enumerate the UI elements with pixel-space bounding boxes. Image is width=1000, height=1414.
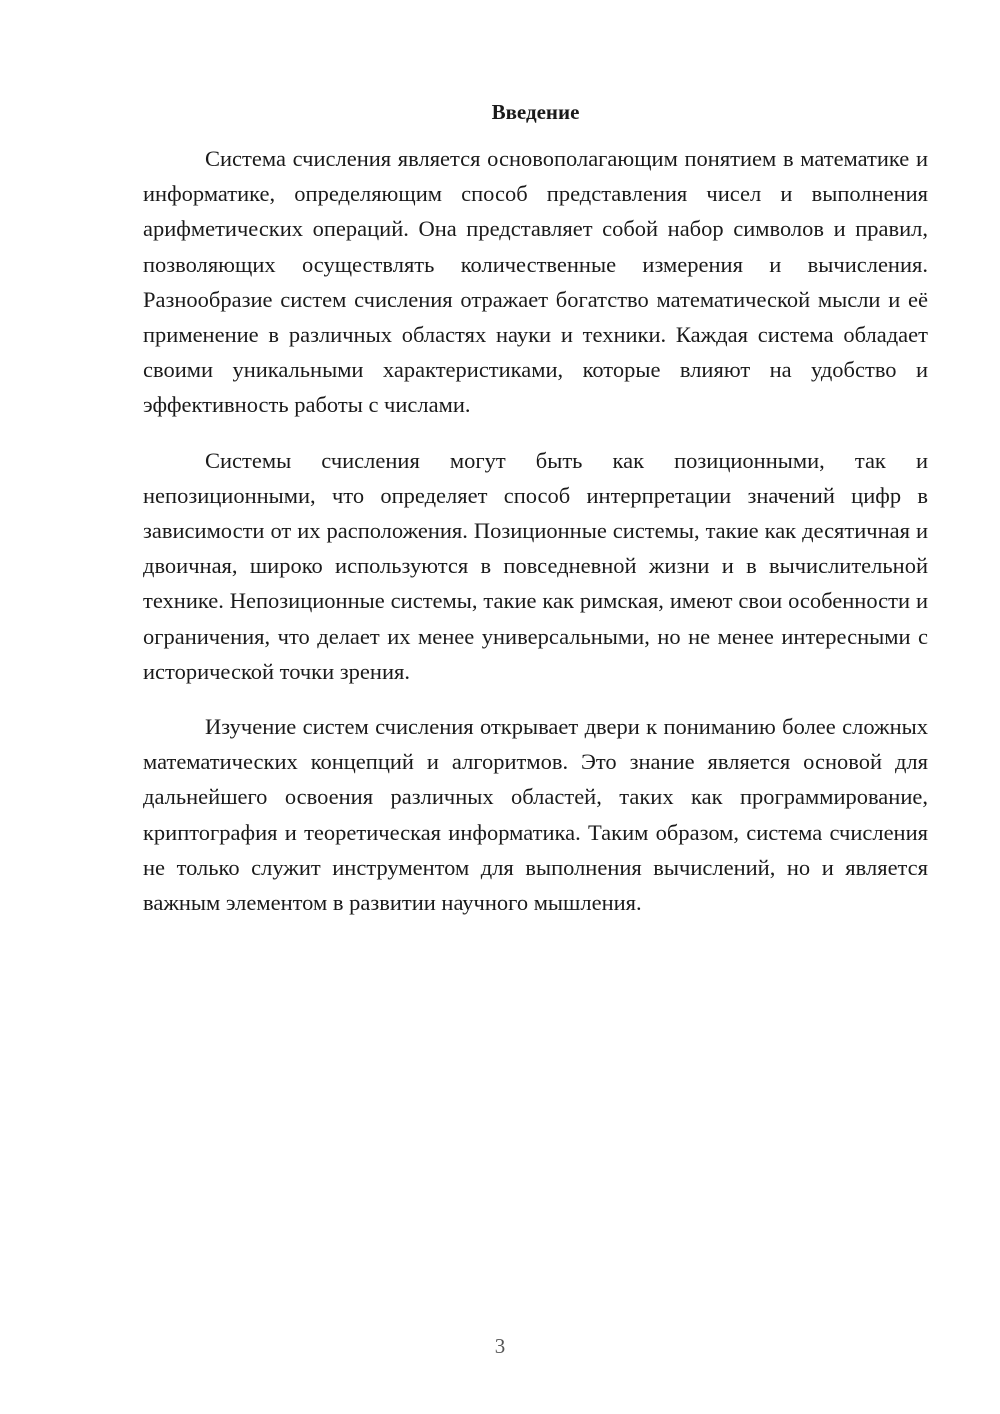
- paragraph-2: Системы счисления могут быть как позиционными, так и непозиционными, что определяет способ интерпретации значений цифр в зависимости от их расположения. Позиционные системы, такие как десятичная и двоичная, широко используются в повседневной жизни и в вычислительной технике. Непозиционные системы, такие как римская, имеют свои особенности и ограничения, что делает их менее универсальными, но не менее интересными с исторической точки зрения.: [143, 447, 928, 684]
- section-heading: Введение: [491, 100, 580, 124]
- body-text: [143, 141, 928, 940]
- paragraph-1: Система счисления является основополагающим понятием в математике и информатике, определяющим способ представления чисел и выполнения арифметических операций. Она представляет собой набор символов и правил, позволяющих осуществлять количественные измерения и вычисления. Разнообразие систем счисления отражает богатство математической мысли и её применение в различных областях науки и техники. Каждая система обладает своими уникальными характеристиками, которые влияют на удобство и эффективность работы с числами.: [143, 146, 928, 418]
- paragraph-3: Изучение систем счисления открывает двери к пониманию более сложных математических концепций и алгоритмов. Это знание является основой для дальнейшего освоения различных областей, таких как программирование, криптография и теоретическая информатика. Таким образом, система счисления не только служит инструментом для выполнения вычислений, но и является важным элементом в развитии научного мышления.: [143, 714, 928, 916]
- page-number: 3: [494, 1334, 506, 1358]
